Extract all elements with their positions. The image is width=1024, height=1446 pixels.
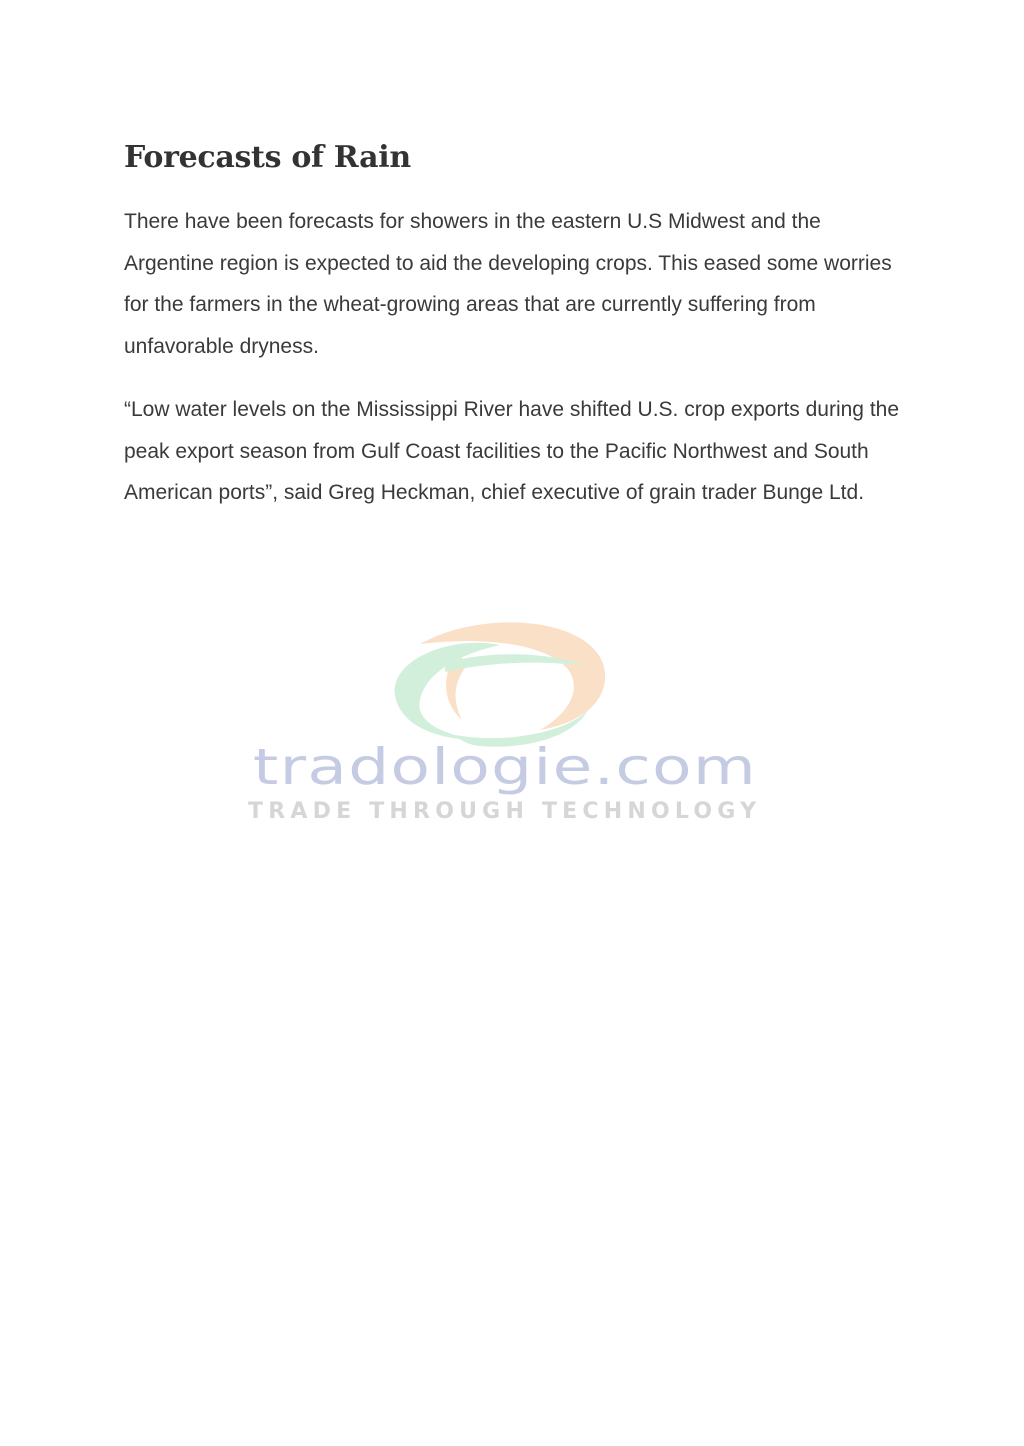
tradologie-logo	[240, 600, 770, 840]
article-paragraph: “Low water levels on the Mississippi River have shifted U.S. crop exports during the peak export season from Gulf Coast facilities to the Pacific Northwest and South American ports”, said Greg Heckman, chief executive of grain trader Bunge Ltd.	[124, 398, 900, 504]
globe-logo-icon	[395, 622, 605, 746]
tradologie-watermark	[240, 600, 770, 840]
watermark-brand: tradologie.com	[253, 738, 757, 796]
watermark-tagline: TRADE THROUGH TECHNOLOGY	[248, 799, 756, 824]
article-paragraph: There have been forecasts for showers in the eastern U.S Midwest and the Argentine region is expected to aid the developing crops. This eased some worries for the farmers in the wheat-growing areas that are currently suffering from unfavorable dryness.	[124, 210, 892, 358]
article-body	[124, 135, 914, 536]
article-heading: Forecasts of Rain	[124, 140, 411, 175]
